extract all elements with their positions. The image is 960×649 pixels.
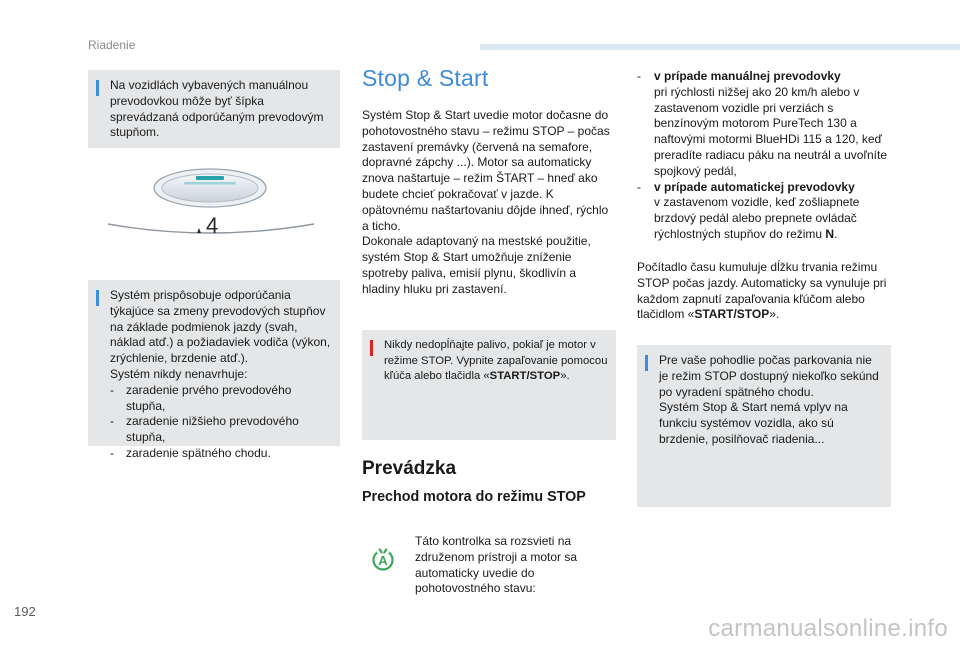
- info-note-paragraph: Systém nikdy nenavrhuje:: [110, 366, 248, 381]
- indicator-description: Táto kontrolka sa rozsvieti na združenom prístroji a motor sa automaticky uvedie do pohotovostného stavu:: [415, 534, 578, 596]
- case-text: pri rýchlosti nižšej ako 20 km/h alebo v zastavenom vozidle pri verziách s benzínovým motorom PureTech 130 a naftovými motormi BlueHDi 115 a 120, keď preradíte radiacu páku na neutrál a uvoľníte spojkový pedál,: [654, 84, 887, 178]
- arrow-up-icon: [197, 228, 201, 233]
- section-header: Riadenie: [88, 38, 136, 52]
- case-text: v zastavenom vozidle, keď zošliapnete brzdový pedál alebo prepnete ovládač rýchlostných stupňov do režimu: [654, 195, 860, 241]
- info-note-parking: [637, 345, 891, 507]
- case-title: v prípade automatickej prevodovky: [654, 179, 855, 194]
- stop-conditions-list: [637, 69, 891, 243]
- display-glow: [184, 182, 236, 185]
- list-item: - v prípade automatickej prevodovky v zastavenom vozidle, keď zošliapnete brzdový pedál alebo prepnete ovládač rýchlostných stupňov do režimu N.: [637, 179, 860, 241]
- info-note-paragraph: Pre vaše pohodlie počas parkovania nie je režim STOP dostupný niekoľko sekúnd po vyradení spätného chodu.: [659, 353, 879, 399]
- svg-text:A: A: [378, 552, 388, 568]
- intro-text: [362, 108, 616, 298]
- info-note-paragraph: Systém prispôsobuje odporúčania týkajúce sa zmeny prevodových stupňov na základe podmienok jazdy (svah, náklad atď.) a požiadaviek vodiča (výkon, zrýchlenie, brzdenie atď.).: [110, 288, 331, 366]
- page-number: 192: [14, 604, 36, 619]
- info-marker: [96, 80, 99, 96]
- warning-note-text: Nikdy nedopĺňajte palivo, pokiaľ je motor v režime STOP. Vypnite zapaľovanie pomocou kľúča alebo tlačidla «START/STOP».: [384, 339, 608, 382]
- info-note-gear-arrow: [88, 70, 340, 148]
- list-item: - zaradenie nižšieho prevodového stupňa,: [110, 414, 299, 445]
- info-marker: [645, 355, 648, 371]
- info-note-paragraph: Systém Stop & Start nemá vplyv na funkciu systémov vozidla, ako sú brzdenie, posilňovač riadenia...: [659, 400, 848, 446]
- recommended-gear: 4: [206, 213, 219, 238]
- list-item: - zaradenie prvého prevodového stupňa,: [110, 382, 292, 413]
- list-item: - zaradenie spätného chodu.: [110, 445, 271, 460]
- watermark: carmanualsonline.info: [708, 615, 948, 642]
- display-light-bar: [196, 176, 224, 180]
- list-item: - v prípade manuálnej prevodovky pri rýchlosti nižšej ako 20 km/h alebo v zastavenom vozidle pri verziách s benzínovým motorom PureTech 130 a naftovými motormi BlueHDi 115 a 120, keď preradíte radiacu páku na neutrál a uvoľníte spojkový pedál,: [637, 69, 887, 178]
- operation-heading: Prevádzka: [362, 458, 457, 479]
- info-note-text: Na vozidlách vybavených manuálnou prevodovkou môže byť šípka sprevádzaná odporúčaným prevodovým stupňom.: [110, 78, 324, 140]
- intro-paragraph: Systém Stop & Start uvedie motor dočasne do pohotovostného stavu – režimu STOP – počas zastavení premávky (červená na semafore, dopravné zápchy ...). Motor sa automaticky znova naštartuje – režim ŠTART – hneď ako budete chcieť pokračovať v jazde. K opätovnému naštartovaniu dôjde ihneď, rýchlo a ticho.: [362, 108, 610, 233]
- stop-counter-text: Počítadlo času kumuluje dĺžku trvania režimu STOP počas jazdy. Automaticky sa vynuluje pri každom zapnutí zapaľovania kľúčom alebo tlačidlom «START/STOP».: [637, 260, 887, 322]
- stop-start-indicator-icon: [371, 548, 395, 572]
- intro-paragraph: Dokonale adaptovaný na mestské použitie, systém Stop & Start umožňuje zníženie spotreby paliva, emisií plynu, škodlivín a hladiny hluku pri zastavení.: [362, 234, 591, 296]
- case-title: v prípade manuálnej prevodovky: [654, 69, 841, 83]
- info-note-system: [88, 280, 340, 460]
- info-marker: [96, 290, 99, 306]
- section-title: Stop & Start: [362, 65, 489, 91]
- stop-mode-subheading: Prechod motora do režimu STOP: [362, 489, 586, 505]
- warning-marker: [370, 340, 373, 356]
- gear-shift-indicator-illustration: [88, 158, 340, 262]
- header-bar: [480, 44, 960, 50]
- warning-note-refuel: [362, 330, 616, 440]
